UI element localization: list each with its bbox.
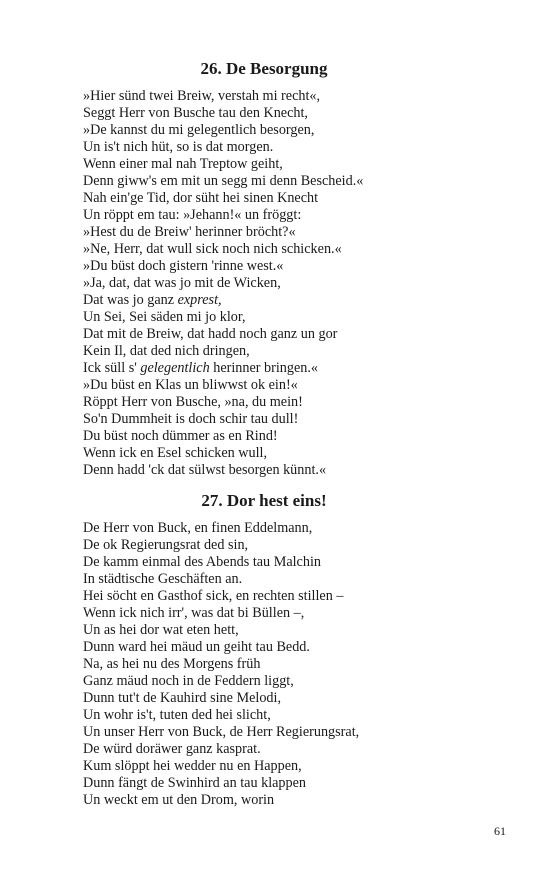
verse-line (83, 445, 483, 462)
verse-text: Un weckt em ut den Drom, worin (83, 792, 275, 808)
verse-text: Wenn einer mal nah Treptow geiht, (83, 156, 283, 172)
verse-text: Kum slöppt hei wedder nu en Happen, (83, 758, 302, 774)
verse-line (83, 122, 483, 139)
verse-text: Un Sei, Sei säden mi jo klor, (83, 309, 246, 325)
verse-emphasis: exprest, (177, 292, 222, 308)
verse-text: Denn hadd 'ck dat sülwst besorgen künnt.« (83, 462, 327, 478)
verse-text: Seggt Herr von Busche tau den Knecht, (83, 105, 308, 121)
verse-text: Du büst noch dümmer as en Rind! (83, 428, 278, 444)
verse-line (83, 707, 483, 724)
verse-text: De ok Regierungsrat ded sin, (83, 537, 249, 553)
verse-line (83, 326, 483, 343)
verse-line (83, 411, 483, 428)
verse-text: Denn giww's em mit un segg mi denn Bescheid.« (83, 173, 364, 189)
verse-line (83, 292, 483, 309)
poem-de-besorgung (83, 58, 483, 479)
verse-line (83, 775, 483, 792)
verse-line (83, 241, 483, 258)
verse-text: Un as hei dor wat eten hett, (83, 622, 239, 638)
verse-text: »Ne, Herr, dat wull sick noch nich schicken.« (83, 241, 342, 257)
verse-text: Na, as hei nu des Morgens früh (83, 656, 261, 672)
verse-text: Un röppt em tau: »Jehann!« un fröggt: (83, 207, 302, 223)
verse-text: herinner bringen.« (209, 360, 319, 376)
verse-line (83, 156, 483, 173)
verse-line (83, 588, 483, 605)
poem-title: 27. Dor hest eins! (201, 491, 327, 510)
poem-verse (83, 520, 483, 809)
verse-line (83, 190, 483, 207)
verse-line (83, 394, 483, 411)
verse-text: Kein Il, dat ded nich dringen, (83, 343, 250, 359)
verse-line (83, 139, 483, 156)
verse-line (83, 224, 483, 241)
verse-text: »Du büst en Klas un bliwwst ok ein!« (83, 377, 298, 393)
verse-line (83, 343, 483, 360)
verse-line (83, 605, 483, 622)
verse-line (83, 207, 483, 224)
verse-text: Dat was jo ganz (83, 292, 178, 308)
verse-line (83, 462, 483, 479)
verse-text: »Hest du de Breiw' herinner bröcht?« (83, 224, 296, 240)
verse-text: »Du büst doch gistern 'rinne west.« (83, 258, 284, 274)
verse-text: Hei söcht en Gasthof sick, en rechten stillen – (83, 588, 344, 604)
verse-line (83, 428, 483, 445)
verse-text: »De kannst du mi gelegentlich besorgen, (83, 122, 315, 138)
verse-line (83, 309, 483, 326)
verse-line (83, 690, 483, 707)
verse-line (83, 622, 483, 639)
page-number: 61 (494, 824, 506, 838)
verse-text: De würd doräwer ganz kasprat. (83, 741, 261, 757)
verse-emphasis: gelegentlich (140, 360, 210, 376)
verse-line (83, 571, 483, 588)
verse-text: »Hier sünd twei Breiw, verstah mi recht«, (83, 88, 321, 104)
verse-line (83, 724, 483, 741)
verse-text: Wenn ick en Esel schicken wull, (83, 445, 268, 461)
poem-dor-hest-eins (83, 490, 483, 809)
verse-line (83, 758, 483, 775)
verse-line (83, 656, 483, 673)
verse-text: Dunn fängt de Swinhird an tau klappen (83, 775, 307, 791)
verse-text: Un wohr is't, tuten ded hei slicht, (83, 707, 271, 723)
verse-line (83, 105, 483, 122)
verse-text: Un unser Herr von Buck, de Herr Regierungsrat, (83, 724, 360, 740)
verse-line (83, 258, 483, 275)
verse-text: Ick süll s' (83, 360, 141, 376)
verse-line (83, 377, 483, 394)
verse-text: Ganz mäud noch in de Feddern liggt, (83, 673, 294, 689)
verse-line (83, 360, 483, 377)
verse-text: De kamm einmal des Abends tau Malchin (83, 554, 321, 570)
verse-text: »Ja, dat, dat was jo mit de Wicken, (83, 275, 281, 291)
verse-line (83, 554, 483, 571)
verse-line (83, 537, 483, 554)
poem-title: 26. De Besorgung (200, 59, 328, 78)
verse-text: Dunn ward hei mäud un geiht tau Bedd. (83, 639, 310, 655)
verse-line (83, 275, 483, 292)
verse-line (83, 639, 483, 656)
verse-line (83, 173, 483, 190)
verse-line (83, 673, 483, 690)
verse-text: Nah ein'ge Tid, dor süht hei sinen Knecht (83, 190, 319, 206)
verse-text: In städtische Geschäften an. (83, 571, 243, 587)
verse-text: Dunn tut't de Kauhird sine Melodi, (83, 690, 282, 706)
verse-text: So'n Dummheit is doch schir tau dull! (83, 411, 299, 427)
verse-text: De Herr von Buck, en finen Eddelmann, (83, 520, 313, 536)
verse-line (83, 88, 483, 105)
verse-line (83, 520, 483, 537)
verse-text: Wenn ick nich irr', was dat bi Büllen –, (83, 605, 305, 621)
verse-text: Dat mit de Breiw, dat hadd noch ganz un gor (83, 326, 338, 342)
verse-text: Un is't nich hüt, so is dat morgen. (83, 139, 274, 155)
verse-line (83, 792, 483, 809)
verse-line (83, 741, 483, 758)
verse-text: Röppt Herr von Busche, »na, du mein! (83, 394, 303, 410)
poem-verse (83, 88, 483, 479)
